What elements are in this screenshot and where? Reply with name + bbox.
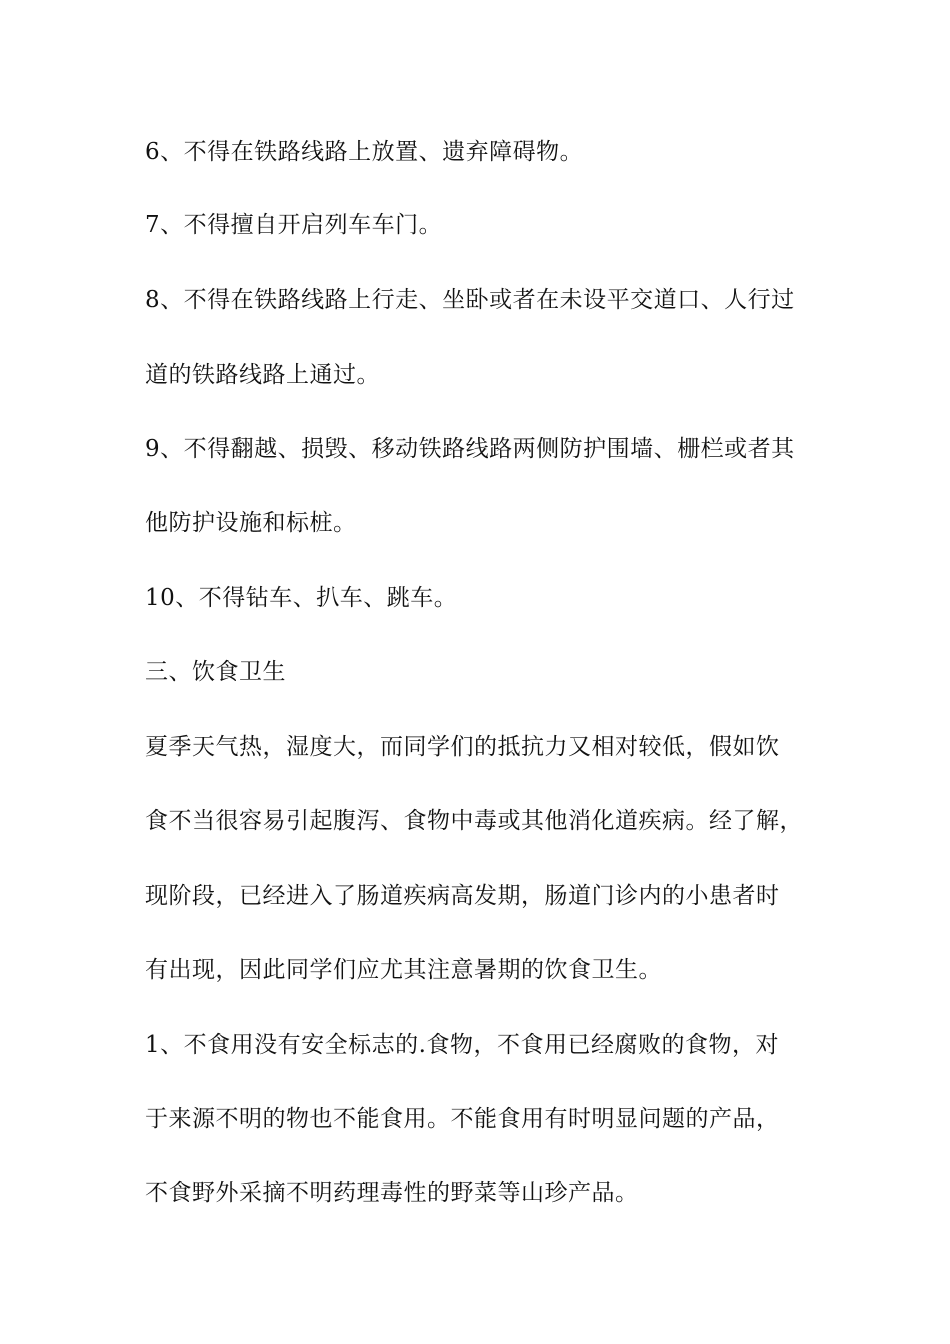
section-heading: 三、饮食卫生 xyxy=(145,659,286,685)
text-line: 于来源不明的物也不能食用。不能食用有时明显问题的产品， xyxy=(145,1106,780,1132)
text-line: 他防护设施和标桩。 xyxy=(145,510,357,536)
text-line: 6、不得在铁路线路上放置、遗弃障碍物。 xyxy=(145,139,584,165)
text-line: 7、不得擅自开启列车车门。 xyxy=(145,212,443,238)
text-line: 现阶段，已经进入了肠道疾病高发期，肠道门诊内的小患者时 xyxy=(145,883,780,909)
text-line: 8、不得在铁路线路上行走、坐卧或者在未设平交道口、人行过 xyxy=(145,287,795,313)
text-line: 1、不食用没有安全标志的.食物，不食用已经腐败的食物，对 xyxy=(145,1032,779,1058)
text-line: 10、不得钻车、扒车、跳车。 xyxy=(145,585,458,611)
text-line: 不食野外采摘不明药理毒性的野菜等山珍产品。 xyxy=(145,1180,639,1206)
text-line: 夏季天气热，湿度大，而同学们的抵抗力又相对较低，假如饮 xyxy=(145,734,780,760)
text-line: 9、不得翻越、损毁、移动铁路线路两侧防护围墙、栅栏或者其 xyxy=(145,436,795,462)
text-line: 道的铁路线路上通过。 xyxy=(145,362,380,388)
text-line: 食不当很容易引起腹泻、食物中毒或其他消化道疾病。经了解， xyxy=(145,808,803,834)
text-line: 有出现，因此同学们应尤其注意暑期的饮食卫生。 xyxy=(145,957,662,983)
